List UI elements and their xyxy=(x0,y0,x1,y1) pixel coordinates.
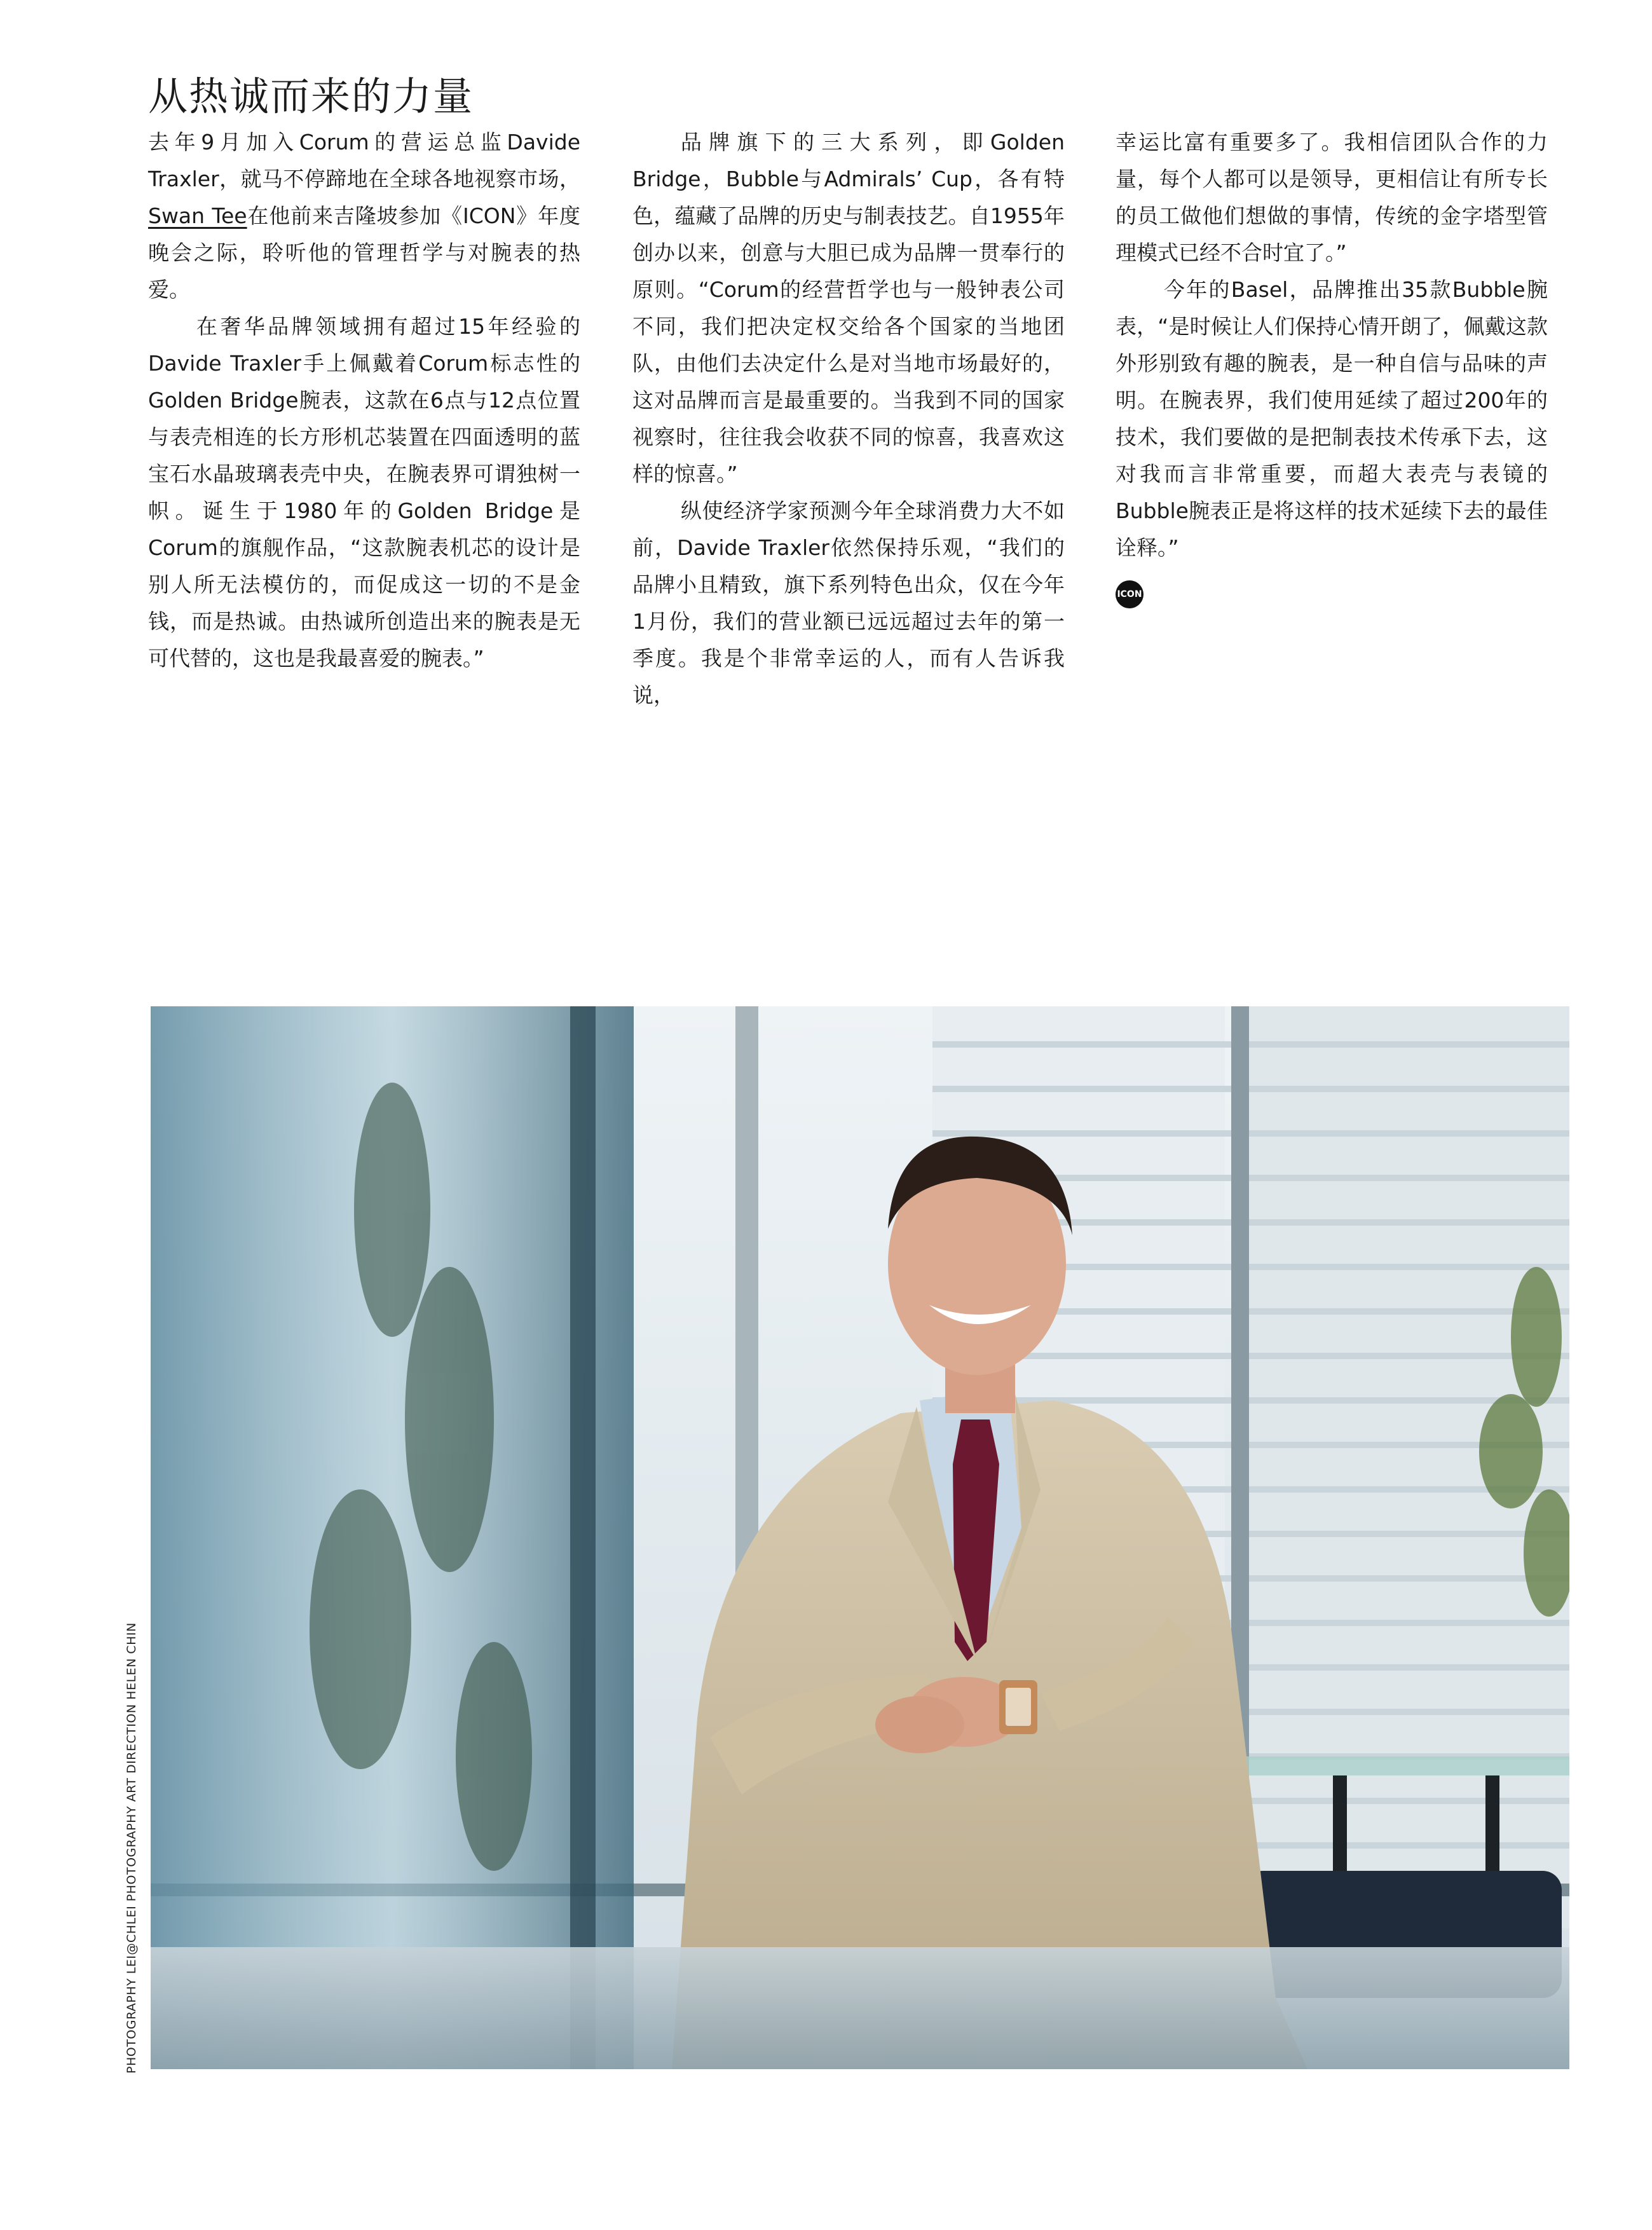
body-paragraph: 今年的Basel，品牌推出35款Bubble腕表，“是时候让人们保持心情开朗了，佩戴这款外形别致有趣的腕表，是一种自信与品味的声明。在腕表界，我们使用延续了超过200年的技术，我们要做的是把制表技术传承下去，这对我而言非常重要，而超大表壳与表镜的Bubble腕表正是将这样的技术延续下去的最佳诠释。” xyxy=(1116,277,1548,560)
article-title: 从热诚而来的力量 xyxy=(148,73,474,120)
end-mark-icon: ICON xyxy=(1116,580,1143,608)
body-paragraph: 纵使经济学家预测今年全球消费力大不如前，Davide Traxler依然保持乐观，“我们的品牌小且精致，旗下系列特色出众，仅在今年1月份，我们的营业额已远远超过去年的第一季度。我是个非常幸运的人，而有人告诉我说， xyxy=(632,498,1065,708)
text-column-1 xyxy=(148,124,580,677)
portrait-illustration xyxy=(151,1006,1569,2069)
portrait-photo xyxy=(151,1006,1569,2069)
author-name: Swan Tee xyxy=(148,203,247,228)
text-column-2 xyxy=(632,124,1065,714)
intro-text-b: 在他前来吉隆坡参加《ICON》年度晚会之际，聆听他的管理哲学与对腕表的热爱。 xyxy=(148,203,580,302)
intro-paragraph xyxy=(148,124,580,308)
photo-credit: PHOTOGRAPHY LEI@CHLEI PHOTOGRAPHY ART DIRECTION HELEN CHIN xyxy=(125,1622,139,2074)
intro-text-a: 去年9月加入Corum的营运总监Davide Traxler，就马不停蹄地在全球各地视察市场， xyxy=(148,130,580,191)
text-column-3 xyxy=(1116,124,1548,608)
body-paragraph: 在奢华品牌领域拥有超过15年经验的Davide Traxler手上佩戴着Corum标志性的Golden Bridge腕表，这款在6点与12点位置与表壳相连的长方形机芯装置在四面透明的蓝宝石水晶玻璃表壳中央，在腕表界可谓独树一帜。诞生于1980年的Golden Bridge是Corum的旗舰作品，“这款腕表机芯的设计是别人所无法模仿的，而促成这一切的不是金钱，而是热诚。由热诚所创造出来的腕表是无可代替的，这也是我最喜爱的腕表。” xyxy=(148,314,580,671)
body-paragraph: 品牌旗下的三大系列，即Golden Bridge，Bubble与Admirals’ Cup，各有特色，蕴藏了品牌的历史与制表技艺。自1955年创办以来，创意与大胆已成为品牌一贯奉行的原则。“Corum的经营哲学也与一般钟表公司不同，我们把决定权交给各个国家的当地团队，由他们去决定什么是对当地市场最好的，这对品牌而言是最重要的。当我到不同的国家视察时，往往我会收获不同的惊喜，我喜欢这样的惊喜。” xyxy=(632,130,1065,486)
body-paragraph: 幸运比富有重要多了。我相信团队合作的力量，每个人都可以是领导，更相信让有所专长的员工做他们想做的事情，传统的金字塔型管理模式已经不合时宜了。” xyxy=(1116,130,1548,265)
